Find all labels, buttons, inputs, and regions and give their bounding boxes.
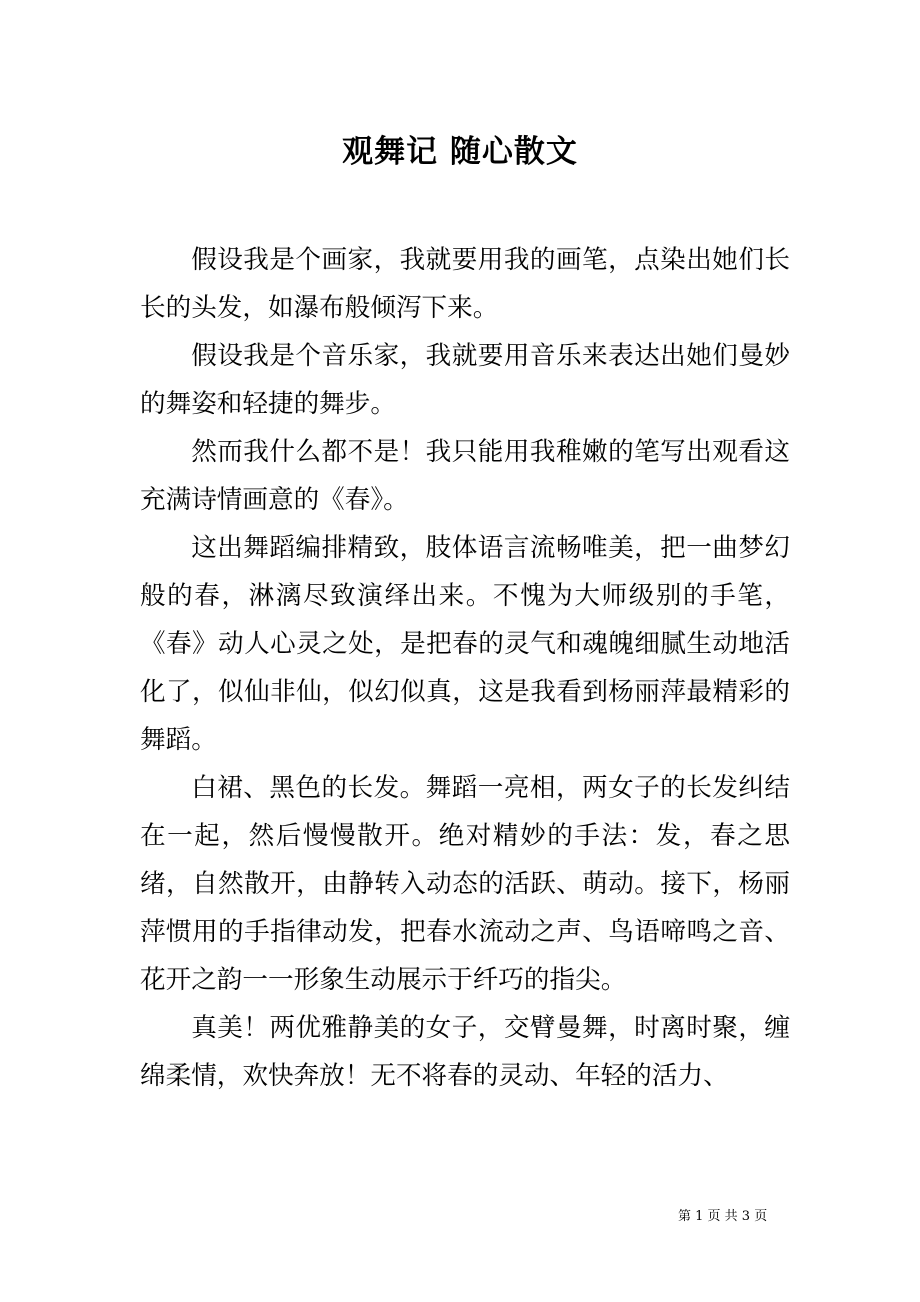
document-body bbox=[140, 236, 790, 1100]
document-title: 观舞记 随心散文 bbox=[342, 134, 578, 170]
paragraph-1: 假设我是个画家，我就要用我的画笔，点染出她们长长的头发，如瀑布般倾泻下来。 bbox=[140, 245, 790, 323]
page-number-footer: 第 1 页 共 3 页 bbox=[678, 1209, 768, 1224]
paragraph-2: 假设我是个音乐家，我就要用音乐来表达出她们曼妙的舞姿和轻捷的舞步。 bbox=[140, 341, 790, 419]
paragraph-4: 这出舞蹈编排精致，肢体语言流畅唯美，把一曲梦幻般的春，淋漓尽致演绎出来。不愧为大师级别的手笔，《春》动人心灵之处，是把春的灵气和魂魄细腻生动地活化了，似仙非仙，似幻似真，这是我看到杨丽萍最精彩的舞蹈。 bbox=[140, 533, 790, 755]
paragraph-3: 然而我什么都不是！我只能用我稚嫩的笔写出观看这充满诗情画意的《春》。 bbox=[140, 437, 790, 515]
paragraph-5: 白裙、黑色的长发。舞蹈一亮相，两女子的长发纠结在一起，然后慢慢散开。绝对精妙的手法：发，春之思绪，自然散开，由静转入动态的活跃、萌动。接下，杨丽萍惯用的手指律动发，把春水流动之声、鸟语啼鸣之音、花开之韵一一形象生动展示于纤巧的指尖。 bbox=[140, 773, 790, 995]
paragraph-6: 真美！两优雅静美的女子，交臂曼舞，时离时聚，缠绵柔情，欢快奔放！无不将春的灵动、年轻的活力、 bbox=[140, 1013, 790, 1091]
